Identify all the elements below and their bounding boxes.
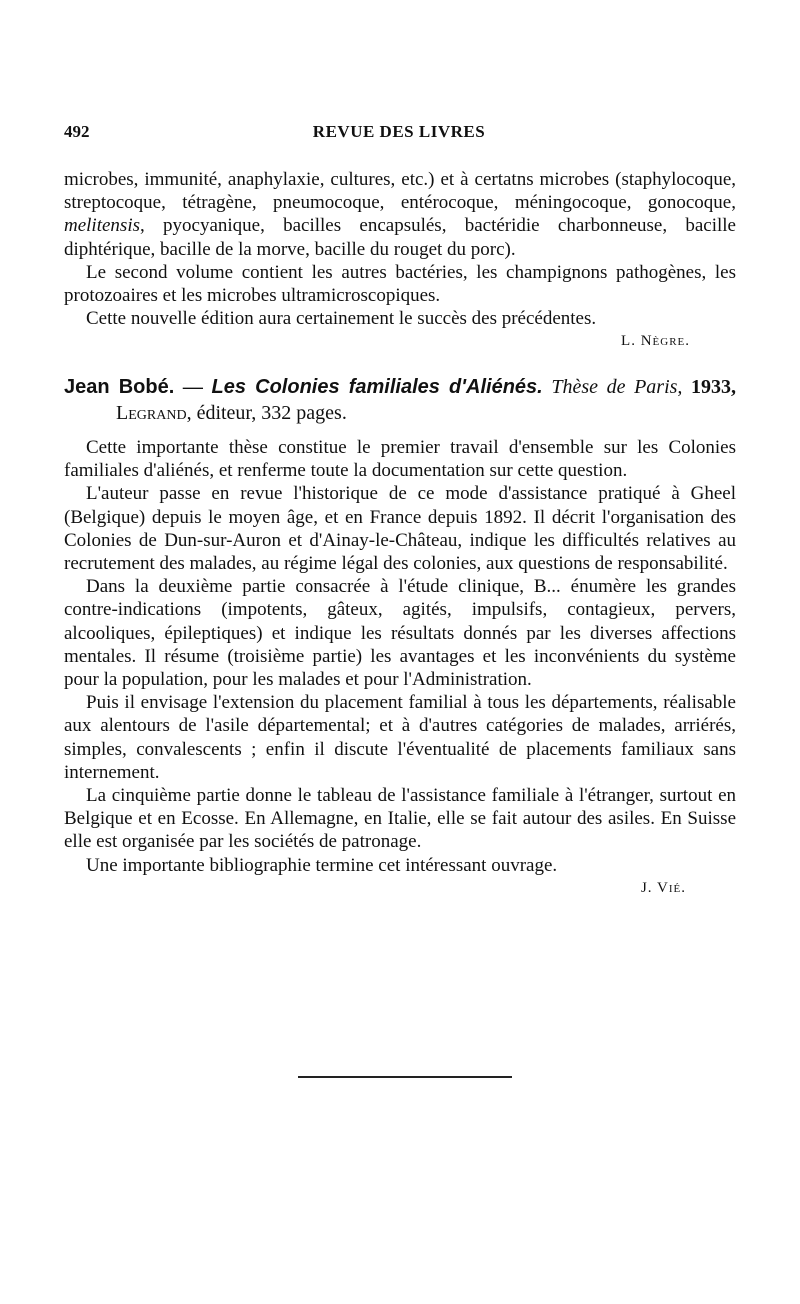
review-2-paragraph-3: Dans la deuxième partie consacrée à l'étude clinique, B... énumère les grandes contre-indications (impotents, gâteux, agités, impulsifs, contagieux, pervers, alcooliques, épileptiques) et indique les résultats donnés par les diverses affections mentales. Il résume (troisième partie) les avantages et les inconvénients du système pour la population, pour les malades et pour l'Administration. bbox=[64, 576, 736, 691]
review-2-publisher-details: , éditeur, 332 pages. bbox=[186, 402, 347, 424]
review-2-paragraph-6: Une importante bibliographie termine cet intéressant ouvrage. bbox=[86, 854, 558, 876]
review-2-heading-dash: — bbox=[174, 376, 212, 398]
review-2-paragraph-4: Puis il envisage l'extension du placement familial à tous les départements, réalisable aux alentours de l'asile départemental; et à d'autres catégories de malades, arriérés, simples, convalescents ; enfin il discute l'éventualité de placements familiaux sans internement. bbox=[64, 692, 736, 783]
review-1-paragraph-1-text-a: microbes, immunité, anaphylaxie, cultures, etc.) et à certatns microbes (staphylocoque, streptocoque, tétragène, pneumocoque, entérocoque, méningocoque, gonocoque, bbox=[64, 169, 736, 214]
review-2-paragraph-5: La cinquième partie donne le tableau de l'assistance familiale à l'étranger, surtout en Belgique et en Ecosse. En Allemagne, en Italie, elle se fait autour des asiles. En Suisse elle est organisée par les sociétés de patronage. bbox=[64, 785, 736, 853]
review-1-paragraph-1-text-b: , pyocyanique, bacilles encapsulés, bactéridie charbonneuse, bacille diphtérique, bacille de la morve, bacille du rouget du porc). bbox=[64, 215, 736, 260]
review-2-author: Jean Bobé. bbox=[64, 376, 175, 398]
review-2-thesis: Thèse de Paris, bbox=[551, 376, 683, 398]
review-2-heading-line-2 bbox=[64, 400, 736, 426]
review-2-year: 1933, bbox=[691, 376, 737, 398]
review-2-signature bbox=[64, 877, 736, 900]
page-header bbox=[64, 122, 734, 146]
review-2-signature-text: J. Vié. bbox=[640, 879, 686, 896]
review-2-publisher: Legrand bbox=[116, 402, 187, 424]
review-1-paragraph-2: Le second volume contient les autres bactéries, les champignons pathogènes, les protozoaires et les microbes ultramicroscopiques. bbox=[64, 261, 736, 307]
review-2-heading bbox=[64, 374, 736, 426]
review-2-body bbox=[64, 436, 736, 900]
review-1-signature bbox=[64, 330, 736, 353]
running-title: REVUE DES LIVRES bbox=[312, 122, 486, 141]
review-1-paragraph-1-italic: melitensis bbox=[64, 215, 140, 237]
review-2-paragraph-2: L'auteur passe en revue l'historique de ce mode d'assistance pratiqué à Gheel (Belgique) depuis le moyen âge, et en France depuis 1892. Il décrit l'organisation des Colonies de Dun-sur-Auron et d'Ainay-le-Château, indique les difficultés relatives au recrutement des malades, au régime légal des colonies, aux questions de responsabilité. bbox=[64, 483, 736, 575]
review-1-paragraph-3: Cette nouvelle édition aura certainement le succès des précédentes. bbox=[86, 308, 597, 330]
review-1-body bbox=[64, 168, 736, 354]
review-2-paragraph-1: Cette importante thèse constitue le premier travail d'ensemble sur les Colonies familiales d'aliénés, et renferme toute la documentation sur cette question. bbox=[64, 437, 736, 482]
review-2-book-title: Les Colonies familiales d'Aliénés. bbox=[211, 376, 543, 398]
review-1-paragraph-1 bbox=[64, 168, 736, 261]
review-1-signature-text: L. Nègre. bbox=[621, 333, 690, 350]
page-number: 492 bbox=[64, 122, 90, 141]
footer-rule bbox=[298, 1076, 512, 1078]
review-2-heading-line-1 bbox=[64, 374, 736, 400]
